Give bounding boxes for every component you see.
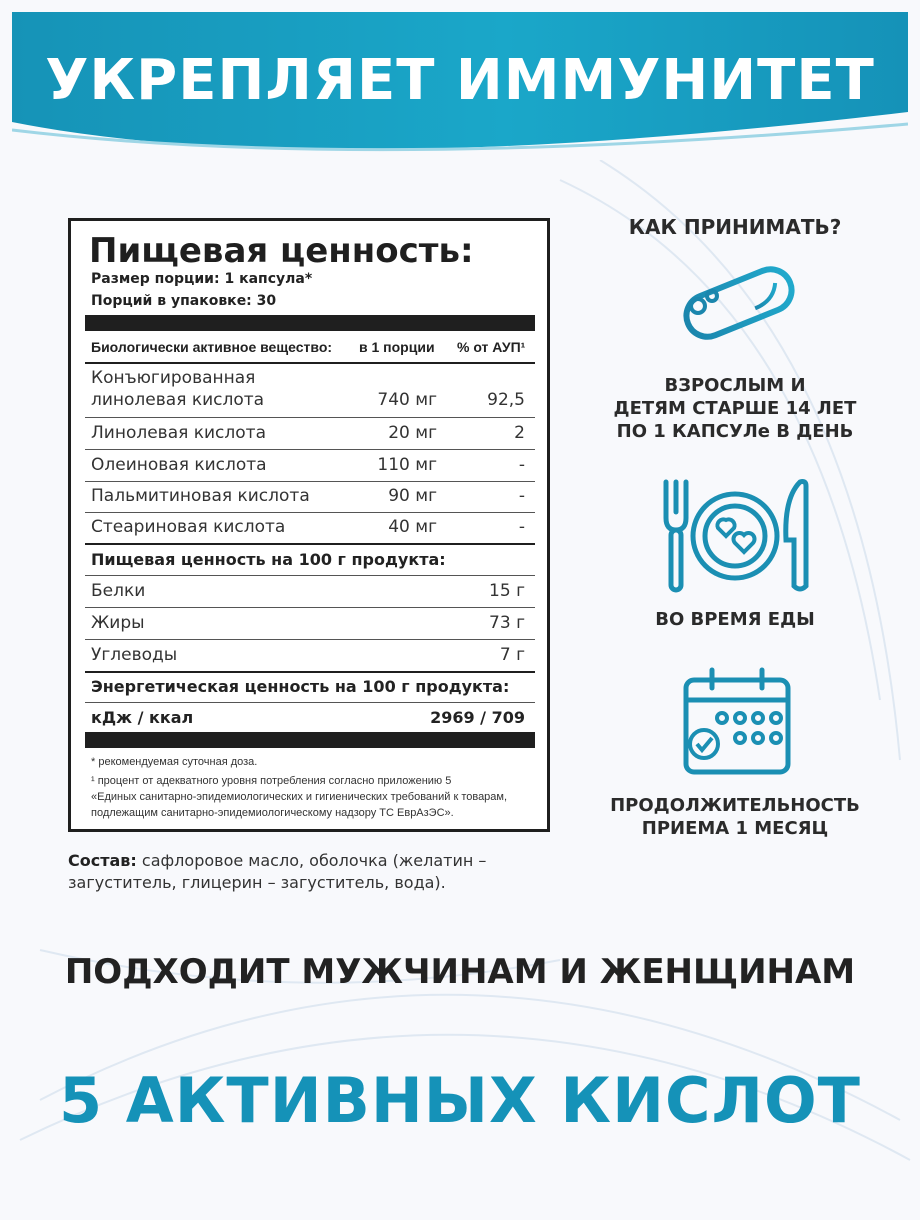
top-banner: [12, 12, 908, 160]
row-divider: [85, 702, 535, 703]
composition: [68, 850, 568, 894]
substance-amount: 40 мг: [388, 517, 437, 537]
energy-label: кДж / ккал: [91, 708, 194, 727]
substance-name: Пальмитиновая кислота: [91, 486, 310, 506]
footnote: [91, 754, 541, 821]
capsule-icon: [676, 264, 802, 346]
substance-amount: 740 мг: [377, 390, 437, 410]
plate-fork-knife-icon: [660, 478, 810, 598]
substance-amount: 20 мг: [388, 423, 437, 443]
banner-title: УКРЕПЛЯЕТ ИММУНИТЕТ: [45, 48, 875, 113]
row-divider: [85, 449, 535, 450]
footnote-line: подлежащим санитарно-эпидемиологическому надзору ТС ЕврАзЭС».: [91, 807, 454, 819]
how-to-title: КАК ПРИНИМАТЬ?: [628, 215, 842, 239]
footnote-line: * рекомендуемая суточная доза.: [91, 756, 258, 768]
nutrient-name: Белки: [91, 581, 146, 601]
substance-percent: -: [518, 517, 525, 537]
substance-percent: -: [518, 455, 525, 475]
energy-header: Энергетическая ценность на 100 г продукта:: [91, 677, 510, 696]
nutrition-header: Пищевая ценность на 100 г продукта:: [91, 550, 446, 569]
substance-percent: 92,5: [487, 390, 525, 410]
footnote-line: ¹ процент от адекватного уровня потребления согласно приложению 5: [91, 775, 452, 787]
nutrient-name: Жиры: [91, 613, 145, 633]
energy-value: 2969 / 709: [430, 708, 525, 727]
substance-amount: 110 мг: [377, 455, 437, 475]
substance-percent: 2: [514, 423, 525, 443]
header-per-serving: в 1 порции: [359, 339, 435, 355]
substance-amount: 90 мг: [388, 486, 437, 506]
divider-bar: [85, 315, 535, 331]
header-percent: % от АУП¹: [457, 339, 526, 355]
row-divider: [85, 417, 535, 418]
acids-slogan: 5 АКТИВНЫХ КИСЛОТ: [59, 1064, 861, 1137]
substance-name: Конъюгированная: [91, 368, 256, 388]
row-divider: [85, 512, 535, 513]
row-divider: [85, 543, 535, 545]
nutrient-name: Углеводы: [91, 645, 178, 665]
nutrient-amount: 15 г: [489, 581, 525, 601]
divider-bar: [85, 732, 535, 748]
substance-name: Стеариновая кислота: [91, 517, 286, 537]
duration-line: ПРОДОЛЖИТЕЛЬНОСТЬ: [610, 795, 860, 816]
row-divider: [85, 671, 535, 673]
meal-text: ВО ВРЕМЯ ЕДЫ: [655, 609, 815, 630]
servings-per-pack: Порций в упаковке: 30: [91, 293, 277, 309]
nutrient-amount: 7 г: [499, 645, 525, 665]
serving-size: Размер порции: 1 капсула*: [91, 271, 313, 287]
composition-label: Состав:: [68, 851, 137, 870]
dose-text: [585, 374, 885, 443]
duration-text: [585, 794, 885, 840]
duration-line: ПРИЕМА 1 МЕСЯЦ: [641, 818, 829, 839]
footnote-line: «Единых санитарно-эпидемиологических и гигиенических требований к товарам,: [91, 791, 508, 803]
row-divider: [85, 362, 535, 364]
row-divider: [85, 575, 535, 576]
dose-line: ДЕТЯМ СТАРШЕ 14 ЛЕТ: [613, 398, 857, 419]
row-divider: [85, 481, 535, 482]
composition-text: сафлоровое масло, оболочка (желатин – загуститель, глицерин – загуститель, вода).: [68, 851, 487, 892]
substance-name: Линолевая кислота: [91, 423, 266, 443]
header-substance: Биологически активное вещество:: [91, 339, 333, 355]
substance-name: линолевая кислота: [91, 390, 265, 410]
substance-name: Олеиновая кислота: [91, 455, 267, 475]
suits-slogan: ПОДХОДИТ МУЖЧИНАМ И ЖЕНЩИНАМ: [64, 952, 856, 992]
label-title: Пищевая ценность:: [89, 231, 474, 271]
dose-line: ПО 1 КАПСУЛе В ДЕНЬ: [616, 421, 854, 442]
row-divider: [85, 607, 535, 608]
nutrition-label: [68, 218, 550, 832]
row-divider: [85, 639, 535, 640]
substance-percent: -: [518, 486, 525, 506]
nutrient-amount: 73 г: [489, 613, 525, 633]
calendar-icon: [682, 666, 794, 782]
dose-line: ВЗРОСЛЫМ И: [664, 375, 806, 396]
